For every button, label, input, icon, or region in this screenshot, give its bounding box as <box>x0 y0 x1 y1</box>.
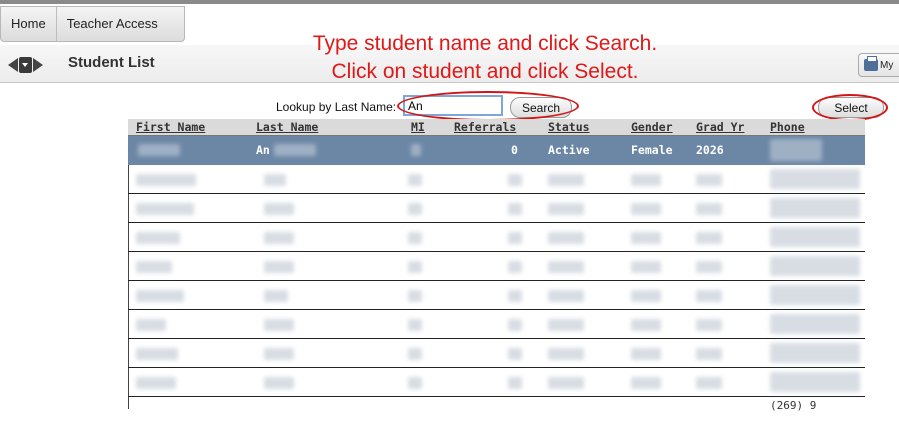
redacted-cell <box>631 290 661 302</box>
redacted-cell <box>508 377 522 389</box>
redacted-cell <box>408 232 422 244</box>
redacted-cell <box>631 319 661 331</box>
redacted-cell <box>548 290 584 302</box>
col-last-name[interactable]: Last Name <box>256 120 319 134</box>
redacted-cell <box>548 261 584 273</box>
redacted-cell <box>408 290 422 302</box>
col-first-name[interactable]: First Name <box>136 120 206 134</box>
redacted-cell <box>136 232 180 244</box>
redacted-cell <box>408 174 422 186</box>
redacted-cell <box>548 174 584 186</box>
redacted-cell <box>696 232 722 244</box>
table-row[interactable] <box>128 194 865 223</box>
col-status[interactable]: Status <box>548 120 590 134</box>
arrow-right-icon[interactable] <box>33 58 43 72</box>
table-row[interactable] <box>128 281 865 310</box>
redacted-cell <box>136 348 178 360</box>
redacted-cell <box>508 290 522 302</box>
nav-home[interactable]: Home <box>1 7 57 41</box>
arrow-left-icon[interactable] <box>8 58 18 72</box>
redacted-cell <box>136 261 172 273</box>
col-referrals[interactable]: Referrals <box>454 120 517 134</box>
redacted-cell <box>696 377 722 389</box>
redacted-cell <box>264 174 286 186</box>
redacted-cell <box>264 319 294 331</box>
redacted-cell <box>408 348 422 360</box>
highlight-circle-select <box>812 94 888 121</box>
history-nav <box>8 57 43 73</box>
redacted-cell <box>408 377 422 389</box>
table-row[interactable] <box>128 223 865 252</box>
col-grad-yr[interactable]: Grad Yr <box>696 120 745 134</box>
cell-status: Active <box>548 143 590 157</box>
instruction-annotation <box>270 30 700 86</box>
cell-referrals: 0 <box>511 143 518 157</box>
search-button[interactable]: Search <box>510 97 572 118</box>
redacted-cell <box>136 319 166 331</box>
redacted-cell <box>696 203 722 215</box>
table-row[interactable] <box>128 339 865 368</box>
printer-icon <box>864 59 878 71</box>
print-button-label: My <box>880 59 894 71</box>
redacted-cell <box>136 174 196 186</box>
redacted-first-name <box>138 144 180 156</box>
redacted-cell <box>696 348 722 360</box>
redacted-cell <box>136 290 184 302</box>
redacted-cell <box>631 174 661 186</box>
redacted-cell <box>264 290 288 302</box>
redacted-cell <box>631 232 661 244</box>
redacted-cell <box>770 372 860 392</box>
redacted-cell <box>631 348 661 360</box>
redacted-cell <box>770 227 860 247</box>
redacted-cell <box>631 261 661 273</box>
dropdown-icon[interactable] <box>19 57 32 73</box>
redacted-cell <box>696 290 722 302</box>
redacted-cell <box>548 203 584 215</box>
redacted-mi <box>411 144 421 156</box>
col-phone[interactable]: Phone <box>770 120 805 134</box>
redacted-cell <box>548 319 584 331</box>
redacted-cell <box>408 203 422 215</box>
redacted-cell <box>508 261 522 273</box>
table-row-partial[interactable] <box>128 399 865 413</box>
top-nav <box>0 6 185 42</box>
nav-teacher-access[interactable]: Teacher Access <box>66 16 158 31</box>
window-top-border <box>0 0 899 4</box>
redacted-cell <box>631 377 661 389</box>
redacted-cell <box>548 232 584 244</box>
redacted-cell <box>548 377 584 389</box>
redacted-cell <box>508 319 522 331</box>
redacted-cell <box>770 314 860 334</box>
instruction-line-1: Type student name and click Search. <box>312 32 658 55</box>
lookup-label: Lookup by Last Name: <box>276 100 397 114</box>
redacted-cell <box>770 285 860 305</box>
redacted-cell <box>696 319 722 331</box>
table-row[interactable] <box>128 368 865 397</box>
redacted-cell <box>770 198 860 218</box>
cell-gender: Female <box>631 143 673 157</box>
redacted-cell <box>770 343 860 363</box>
redacted-cell <box>631 203 661 215</box>
table-row[interactable] <box>128 252 865 281</box>
table-header <box>128 119 865 136</box>
redacted-cell <box>264 348 294 360</box>
redacted-cell <box>508 203 522 215</box>
cell-phone-partial: (269) 9 <box>770 399 817 412</box>
redacted-cell <box>770 256 860 276</box>
cell-grad-yr: 2026 <box>696 143 724 157</box>
table-row-selected[interactable] <box>128 136 865 165</box>
table-row[interactable] <box>128 310 865 339</box>
redacted-cell <box>508 348 522 360</box>
redacted-cell <box>696 174 722 186</box>
col-gender[interactable]: Gender <box>631 120 673 134</box>
redacted-cell <box>408 319 422 331</box>
redacted-cell <box>136 377 176 389</box>
redacted-cell <box>770 169 860 189</box>
redacted-cell <box>548 348 584 360</box>
student-table <box>128 119 865 412</box>
print-button[interactable] <box>858 53 899 77</box>
select-button[interactable]: Select <box>818 97 884 118</box>
redacted-cell <box>508 174 522 186</box>
highlight-circle-search <box>397 91 579 121</box>
redacted-cell <box>264 203 294 215</box>
redacted-cell <box>408 261 422 273</box>
table-row[interactable] <box>128 165 865 194</box>
redacted-last-name <box>274 144 316 156</box>
cell-last-name: An <box>256 143 270 157</box>
redacted-cell <box>696 261 722 273</box>
redacted-cell <box>508 232 522 244</box>
redacted-cell <box>264 377 294 389</box>
redacted-phone <box>770 139 822 161</box>
redacted-cell <box>264 232 294 244</box>
col-mi[interactable]: MI <box>411 120 425 134</box>
redacted-cell <box>136 203 194 215</box>
page-title: Student List <box>68 54 155 71</box>
redacted-cell <box>264 261 294 273</box>
instruction-line-2: Click on student and click Select. <box>331 60 639 83</box>
